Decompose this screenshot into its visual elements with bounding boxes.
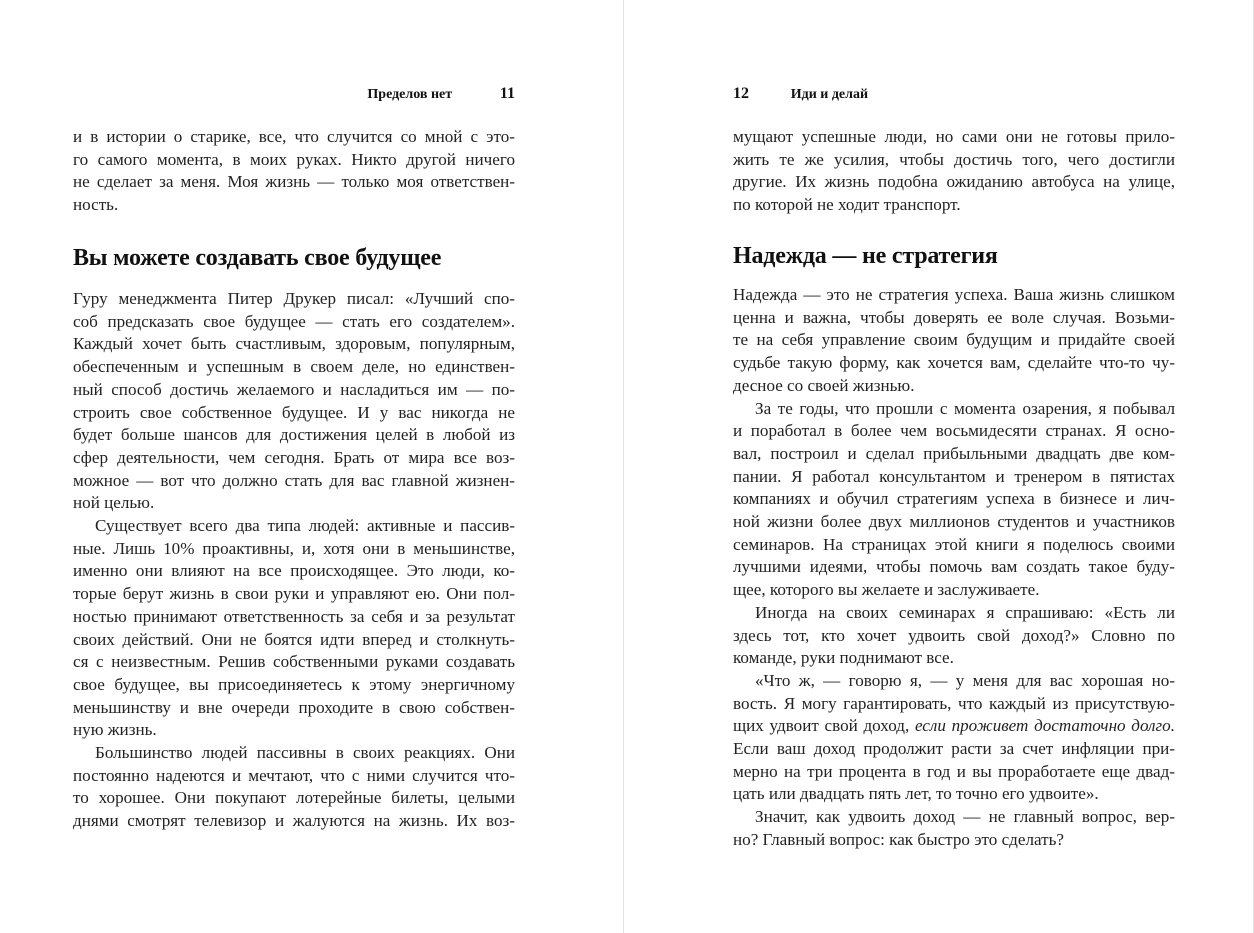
running-header-right: [733, 85, 868, 103]
paragraph: [73, 288, 515, 515]
text-line: судьбе такую форму, как хочется вам, сделайте что-то чу-: [733, 353, 1175, 373]
text-line: Надежда — это не стратегия успеха. Ваша жизнь слишком: [733, 285, 1175, 304]
paragraph: [73, 515, 515, 742]
text-line: сфер деятельности, чем сегодня. Брать от мира все воз-: [73, 447, 515, 467]
text-line: семинаров. На страницах этой книги я поделюсь своими: [733, 534, 1175, 554]
text-line: меньшинству и вне очереди проходите в свою собствен-: [73, 697, 515, 717]
section-heading: Надежда — не стратегия: [733, 243, 998, 269]
text-line: по которой не ходит транспорт.: [733, 195, 961, 215]
text-line: «Что ж, — говорю я, — у меня для вас хорошая но-: [755, 670, 1175, 690]
text-line: ной целью.: [73, 493, 155, 513]
body-text: [73, 288, 515, 833]
left-page: [0, 0, 624, 933]
text-line: десное со своей жизнью.: [733, 375, 915, 395]
text-line: мущают успешные люди, но сами они не готовы прило-: [733, 127, 1175, 146]
text-line: и поработал в более чем восьмидесяти странах. Я осно-: [733, 421, 1175, 441]
text-line: ностью принимают ответственность за себя и за результат: [73, 606, 515, 626]
text-line: ные. Лишь 10% проактивны, и, хотя они в меньшинстве,: [73, 538, 515, 558]
text-line: обеспеченным и успешным в своем деле, но единствен-: [73, 357, 515, 377]
text-line: своих действий. Они не боятся идти вперед и столкнуть-: [73, 629, 515, 649]
text-line: именно они влияют на все происходящее. Это люди, ко-: [73, 561, 515, 581]
text-line: то хорошее. Они покупают лотерейные билеты, целыми: [73, 788, 515, 808]
text-line: постоянно надеются и мечтают, что с ними случится что-: [73, 765, 515, 785]
running-header-left: [367, 85, 515, 103]
text-line: ной жизни более двух миллионов студентов и участников: [733, 512, 1175, 532]
text-line: но? Главный вопрос: как быстро это сделать?: [733, 829, 1064, 849]
text-line: свое будущее, вы присоединяетесь к этому энергичному: [73, 674, 515, 694]
running-title: Пределов нет: [367, 87, 453, 102]
page-number: 11: [499, 85, 515, 102]
text-line: ся с неизвестным. Решив собственными руками создавать: [73, 652, 515, 672]
text-line: лучшими идеями, чтобы помочь вам создать такое буду-: [733, 557, 1175, 577]
text-line: и в истории о старике, все, что случится со мной с это-: [73, 127, 515, 146]
paragraph: [73, 742, 515, 833]
text-line: го самого момента, в моих руках. Никто другой ничего: [73, 149, 515, 169]
italic-emphasis: если проживет достаточно долго.: [914, 716, 1176, 736]
text-line: цать или двадцать пять лет, то точно его удвоите».: [733, 784, 1099, 804]
text-line: мерно на три процента в год и вы проработаете еще двад-: [733, 761, 1175, 781]
continued-paragraph: [733, 126, 1175, 217]
text-line: [733, 715, 1175, 738]
text-line: соб предсказать свое будущее — стать его создателем».: [73, 311, 515, 331]
paragraph: [733, 602, 1175, 670]
section-heading: Вы можете создавать свое будущее: [73, 245, 442, 271]
continued-paragraph: [73, 126, 515, 217]
text-line: Иногда на своих семинарах я спрашиваю: «Есть ли: [755, 602, 1175, 622]
text-line: Каждый хочет быть счастливым, здоровым, популярным,: [73, 334, 515, 354]
paragraph: [733, 284, 1175, 398]
text-line: здесь тот, кто хочет удвоить свой доход?» Словно по: [733, 625, 1175, 645]
text-line: команде, руки поднимают все.: [733, 648, 954, 668]
text-line: строить свое собственное будущее. И у вас никогда не: [73, 402, 515, 422]
text-line: торые берут жизнь в свои руки и управляют ею. Они пол-: [73, 584, 515, 604]
text-line: Гуру менеджмента Питер Друкер писал: «Лучший спо-: [73, 289, 515, 308]
text-line: Значит, как удвоить доход — не главный вопрос, вер-: [755, 807, 1175, 827]
text-line: будет больше шансов для достижения целей в любой из: [73, 425, 515, 445]
paragraph: [733, 806, 1175, 851]
text-line: Большинство людей пассивны в своих реакциях. Они: [95, 743, 515, 763]
text-line: те на себя управление своим будущим и придайте своей: [733, 330, 1175, 350]
text-line: ную жизнь.: [73, 720, 157, 740]
text-line: не сделает за меня. Моя жизнь — только моя ответствен-: [73, 172, 515, 192]
text-line: Если ваш доход продолжит расти за счет инфляции при-: [733, 739, 1175, 759]
text-line: Существует всего два типа людей: активные и пассив-: [95, 516, 515, 536]
text-line: вость. Я могу гарантировать, что каждый из присутствую-: [733, 693, 1175, 713]
right-page: [624, 0, 1254, 933]
text-line: другие. Их жизнь подобна ожиданию автобуса на улице,: [733, 172, 1175, 192]
text-line: вал, построил и сделал прибыльными двадцать две ком-: [733, 443, 1175, 463]
text-line: пании. Я работал консультантом и тренером в пятистах: [733, 466, 1175, 486]
paragraph: [733, 398, 1175, 602]
paragraph: [733, 670, 1175, 806]
text-line: ный способ достичь желаемого и насладиться им — по-: [73, 379, 515, 399]
running-title: Иди и делай: [790, 87, 869, 102]
text-line: ценна и важна, чтобы доверять ее воле случая. Возьми-: [733, 307, 1175, 327]
page-number: 12: [733, 85, 749, 102]
text-line: щее, которого вы желаете и заслуживаете.: [733, 580, 1040, 600]
text-line: компаниях и обучил стратегиям успеха в бизнесе и лич-: [733, 489, 1175, 509]
text-line: можное — вот что должно стать для вас главной жизнен-: [73, 470, 515, 490]
text-line: За те годы, что прошли с момента озарения, я побывал: [755, 398, 1175, 418]
text-fragment: щих удвоит свой доход,: [733, 716, 915, 736]
text-line: днями смотрят телевизор и жалуются на жизнь. Их воз-: [73, 811, 515, 831]
text-line: жить те же усилия, чтобы достичь того, чего достигли: [733, 149, 1175, 169]
text-line: ность.: [73, 195, 119, 215]
body-text: [733, 284, 1175, 852]
